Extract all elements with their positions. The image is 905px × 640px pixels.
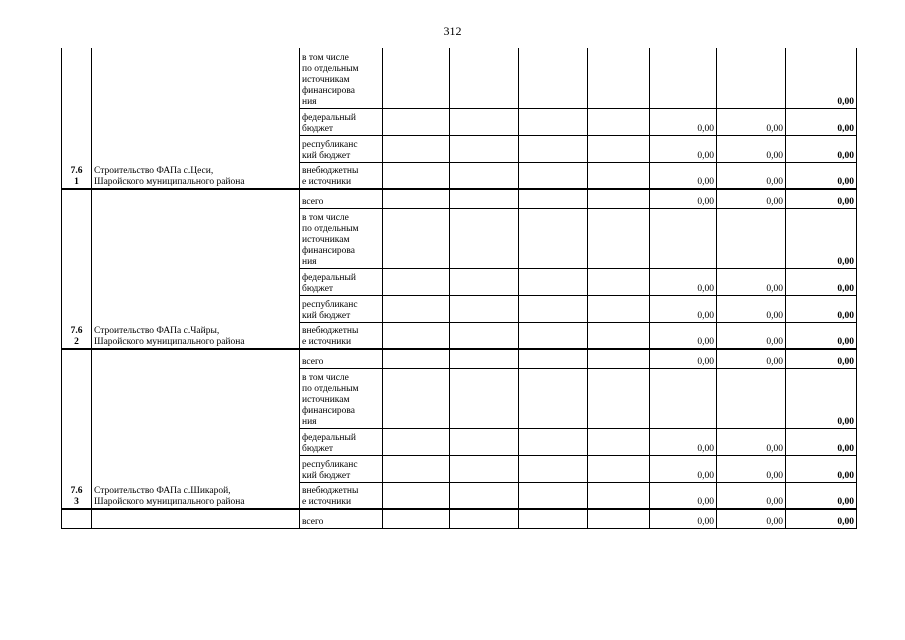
empty-cell [450, 162, 519, 189]
empty-cell [588, 162, 650, 189]
empty-cell [519, 189, 588, 208]
item-name: Строительство ФАПа с.Чайры, Шаройского муниципального района [92, 189, 300, 349]
funding-source: федеральный бюджет [300, 268, 383, 295]
empty-cell [519, 268, 588, 295]
value-cell [717, 208, 786, 268]
total-cell: 0,00 [786, 208, 857, 268]
value-cell: 0,00 [650, 455, 717, 482]
value-cell: 0,00 [650, 322, 717, 349]
value-cell: 0,00 [717, 268, 786, 295]
empty-cell [519, 162, 588, 189]
empty-cell [383, 349, 450, 368]
empty-cell [519, 295, 588, 322]
value-cell: 0,00 [650, 509, 717, 528]
empty-cell [588, 322, 650, 349]
funding-source: в том числе по отдельным источникам финансирова ния [300, 208, 383, 268]
total-cell: 0,00 [786, 455, 857, 482]
total-cell: 0,00 [786, 509, 857, 528]
empty-cell [383, 322, 450, 349]
empty-cell [383, 189, 450, 208]
funding-source: внебюджетны е источники [300, 162, 383, 189]
value-cell: 0,00 [717, 322, 786, 349]
empty-cell [588, 295, 650, 322]
empty-cell [519, 108, 588, 135]
item-number: 7.6 2 [62, 189, 92, 349]
empty-cell [383, 509, 450, 528]
empty-cell [588, 108, 650, 135]
empty-cell [519, 349, 588, 368]
value-cell: 0,00 [717, 482, 786, 509]
empty-cell [383, 162, 450, 189]
value-cell [717, 48, 786, 108]
empty-cell [383, 268, 450, 295]
empty-cell [450, 268, 519, 295]
funding-source: республиканс кий бюджет [300, 295, 383, 322]
empty-cell [588, 482, 650, 509]
funding-source: всего [300, 349, 383, 368]
total-cell: 0,00 [786, 295, 857, 322]
funding-source: всего [300, 189, 383, 208]
budget-table [61, 48, 857, 529]
empty-cell [519, 428, 588, 455]
value-cell: 0,00 [717, 455, 786, 482]
page-number: 312 [443, 24, 462, 38]
value-cell: 0,00 [717, 428, 786, 455]
empty-cell [383, 295, 450, 322]
total-cell: 0,00 [786, 48, 857, 108]
funding-source: республиканс кий бюджет [300, 135, 383, 162]
item-number [62, 509, 92, 528]
empty-cell [519, 455, 588, 482]
funding-source: федеральный бюджет [300, 108, 383, 135]
value-cell: 0,00 [650, 482, 717, 509]
empty-cell [450, 108, 519, 135]
empty-cell [450, 189, 519, 208]
empty-cell [383, 48, 450, 108]
empty-cell [519, 482, 588, 509]
funding-source: в том числе по отдельным источникам финансирова ния [300, 368, 383, 428]
table-row [62, 349, 857, 368]
funding-source: внебюджетны е источники [300, 482, 383, 509]
value-cell: 0,00 [717, 349, 786, 368]
total-cell: 0,00 [786, 162, 857, 189]
value-cell: 0,00 [650, 295, 717, 322]
total-cell: 0,00 [786, 268, 857, 295]
total-cell: 0,00 [786, 428, 857, 455]
empty-cell [588, 189, 650, 208]
value-cell [650, 368, 717, 428]
value-cell: 0,00 [717, 162, 786, 189]
empty-cell [519, 368, 588, 428]
table-row [62, 509, 857, 528]
empty-cell [450, 295, 519, 322]
table-row [62, 48, 857, 108]
value-cell [717, 368, 786, 428]
empty-cell [383, 135, 450, 162]
item-number: 7.6 1 [62, 48, 92, 189]
value-cell: 0,00 [717, 509, 786, 528]
value-cell: 0,00 [650, 428, 717, 455]
value-cell: 0,00 [717, 295, 786, 322]
total-cell: 0,00 [786, 108, 857, 135]
empty-cell [519, 509, 588, 528]
empty-cell [588, 368, 650, 428]
empty-cell [450, 208, 519, 268]
empty-cell [588, 428, 650, 455]
total-cell: 0,00 [786, 135, 857, 162]
empty-cell [519, 135, 588, 162]
empty-cell [450, 368, 519, 428]
total-cell: 0,00 [786, 368, 857, 428]
empty-cell [383, 482, 450, 509]
item-name: Строительство ФАПа с.Шикарой, Шаройского муниципального района [92, 349, 300, 509]
value-cell: 0,00 [650, 135, 717, 162]
value-cell: 0,00 [650, 162, 717, 189]
empty-cell [519, 322, 588, 349]
empty-cell [588, 48, 650, 108]
item-number: 7.6 3 [62, 349, 92, 509]
value-cell: 0,00 [650, 268, 717, 295]
value-cell [650, 208, 717, 268]
item-name: Строительство ФАПа с.Цеси, Шаройского муниципального района [92, 48, 300, 189]
empty-cell [450, 482, 519, 509]
empty-cell [588, 208, 650, 268]
empty-cell [450, 322, 519, 349]
value-cell: 0,00 [650, 189, 717, 208]
empty-cell [383, 368, 450, 428]
funding-source: внебюджетны е источники [300, 322, 383, 349]
empty-cell [588, 135, 650, 162]
empty-cell [588, 455, 650, 482]
value-cell: 0,00 [717, 108, 786, 135]
empty-cell [383, 455, 450, 482]
funding-source: республиканс кий бюджет [300, 455, 383, 482]
empty-cell [588, 349, 650, 368]
empty-cell [383, 428, 450, 455]
total-cell: 0,00 [786, 189, 857, 208]
empty-cell [450, 428, 519, 455]
empty-cell [450, 455, 519, 482]
funding-source: в том числе по отдельным источникам финансирова ния [300, 48, 383, 108]
empty-cell [383, 208, 450, 268]
total-cell: 0,00 [786, 482, 857, 509]
funding-source: федеральный бюджет [300, 428, 383, 455]
table-row [62, 189, 857, 208]
total-cell: 0,00 [786, 349, 857, 368]
empty-cell [383, 108, 450, 135]
empty-cell [450, 349, 519, 368]
value-cell: 0,00 [717, 189, 786, 208]
empty-cell [450, 509, 519, 528]
empty-cell [519, 208, 588, 268]
item-name [92, 509, 300, 528]
empty-cell [588, 509, 650, 528]
value-cell: 0,00 [650, 349, 717, 368]
value-cell [650, 48, 717, 108]
empty-cell [588, 268, 650, 295]
empty-cell [450, 48, 519, 108]
value-cell: 0,00 [717, 135, 786, 162]
funding-source: всего [300, 509, 383, 528]
budget-table-body [62, 48, 857, 528]
total-cell: 0,00 [786, 322, 857, 349]
value-cell: 0,00 [650, 108, 717, 135]
empty-cell [519, 48, 588, 108]
empty-cell [450, 135, 519, 162]
